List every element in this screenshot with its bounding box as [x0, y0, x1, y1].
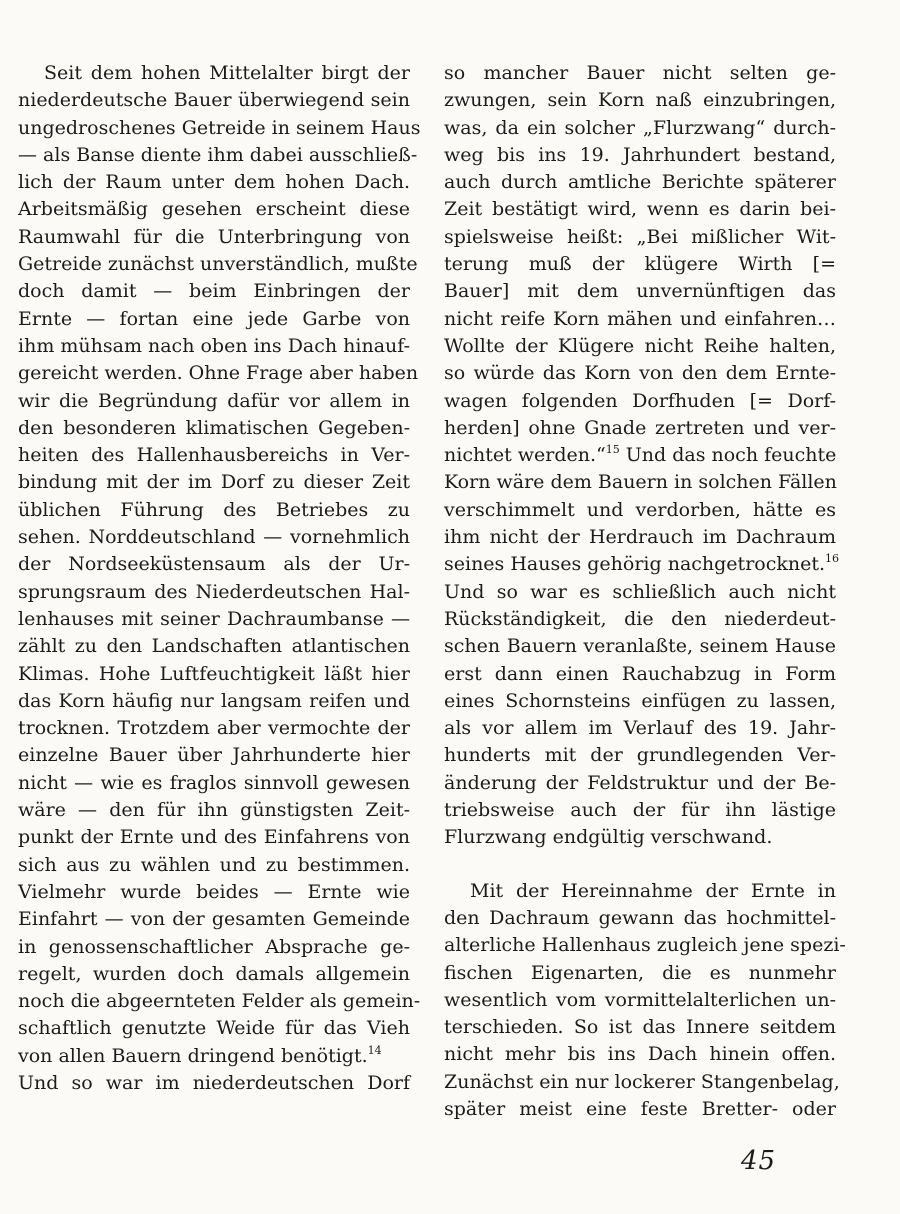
text-line: bindung mit der im Dorf zu dieser Zeit: [18, 471, 410, 494]
text-line: nicht reife Korn mähen und einfahren…: [444, 307, 836, 330]
text-line: [444, 551, 840, 578]
line-text: nichtet werden.“: [444, 444, 606, 467]
text-line: den besonderen klimatischen Gegeben-: [18, 416, 410, 439]
text-line: Mit der Hereinnahme der Ernte in: [470, 879, 836, 902]
line-text: seines Hauses gehörig nachgetrocknet.: [444, 553, 826, 576]
text-line: gereicht werden. Ohne Frage aber haben: [18, 362, 419, 385]
text-line: spielsweise heißt: „Bei mißlicher Wit-: [444, 225, 836, 248]
text-line: Rückständigkeit, die den niederdeut-: [444, 607, 836, 630]
text-line: terschieden. So ist das Innere seitdem: [444, 1016, 836, 1039]
text-line: doch damit — beim Einbringen der: [18, 280, 410, 303]
text-line: wesentlich vom vormittelalterlichen un-: [444, 988, 836, 1011]
text-line: Ernte — fortan eine jede Garbe von: [18, 307, 410, 330]
text-line: eines Schornsteins einfügen zu lassen,: [444, 689, 836, 712]
text-line: so mancher Bauer nicht selten ge-: [444, 62, 836, 84]
text-line: zählt zu den Landschaften atlantischen: [18, 635, 410, 658]
text-line: Klimas. Hohe Luftfeuchtigkeit läßt hier: [18, 662, 410, 685]
text-line: auch durch amtliche Berichte späterer: [444, 171, 836, 194]
text-line: was, da ein solcher „Flurzwang“ durch-: [444, 116, 836, 139]
text-line: so würde das Korn von den dem Ernte-: [444, 362, 836, 385]
text-line: ihm nicht der Herdrauch im Dachraum: [444, 526, 836, 549]
text-line: terung muß der klügere Wirth [=: [444, 253, 836, 276]
text-line: später meist eine feste Bretter- oder: [444, 1097, 836, 1120]
text-line: Flurzwang endgültig verschwand.: [444, 826, 773, 849]
page-number: 45: [741, 1146, 777, 1176]
text-line: herden] ohne Gnade zertreten und ver-: [444, 416, 836, 439]
left-column: [18, 60, 421, 1097]
line-text: von allen Bauern dringend benötigt.: [18, 1044, 368, 1067]
text-line: wir die Begründung dafür vor allem in: [18, 389, 410, 412]
text-line: sich aus zu wählen und zu bestimmen.: [18, 853, 410, 876]
text-line: als vor allem im Verlauf des 19. Jahr-: [444, 717, 836, 740]
text-line: ungedroschenes Getreide in seinem Haus: [18, 116, 421, 139]
text-line: Arbeitsmäßig gesehen erscheint diese: [18, 198, 410, 221]
text-line: heiten des Hallenhausbereichs in Ver-: [18, 444, 410, 467]
footnote-ref: 16: [825, 552, 840, 566]
text-line: ihm mühsam nach oben ins Dach hinauf-: [18, 334, 411, 357]
text-line: noch die abgeernteten Felder als gemein-: [18, 990, 421, 1013]
text-line: Zeit bestätigt wird, wenn es darin bei-: [444, 198, 836, 221]
text-line: der Nordseeküstensaum als der Ur-: [18, 553, 410, 576]
text-line: Vielmehr wurde beides — Ernte wie: [18, 880, 410, 903]
text-line: nicht — wie es fraglos sinnvoll gewesen: [18, 771, 410, 794]
right-column: [444, 60, 846, 1123]
footnote-ref: 15: [605, 443, 620, 457]
text-line: Einfahrt — von der gesamten Gemeinde: [18, 908, 410, 931]
text-line: wagen folgenden Dorfhuden [= Dorf-: [444, 389, 836, 412]
text-line: [18, 1043, 410, 1070]
text-line: erst dann einen Rauchabzug in Form: [444, 662, 836, 685]
text-line: fischen Eigenarten, die es nunmehr: [444, 961, 836, 984]
text-line: Seit dem hohen Mittelalter birgt der: [44, 62, 410, 84]
text-line: nicht mehr bis ins Dach hinein offen.: [444, 1043, 836, 1066]
text-line: den Dachraum gewann das hochmittel-: [444, 906, 836, 929]
text-line: niederdeutsche Bauer überwiegend sein: [18, 89, 410, 112]
text-line: Wollte der Klügere nicht Reihe halten,: [444, 334, 836, 357]
text-line: trocknen. Trotzdem aber vermochte der: [18, 717, 410, 740]
paragraph-gap: [444, 852, 836, 878]
text-line: das Korn häufig nur langsam reifen und: [18, 689, 410, 712]
text-line: — als Banse diente ihm dabei ausschließ-: [18, 143, 418, 166]
text-line: einzelne Bauer über Jahrhunderte hier: [18, 744, 410, 767]
text-line: wäre — den für ihn günstigsten Zeit-: [18, 799, 410, 822]
text-line: Bauer] mit dem unvernünftigen das: [444, 280, 836, 303]
text-line: schaftlich genutzte Weide für das Vieh: [18, 1017, 410, 1040]
text-line: Korn wäre dem Bauern in solchen Fällen: [444, 471, 837, 494]
text-line: weg bis ins 19. Jahrhundert bestand,: [444, 143, 836, 166]
text-line: alterliche Hallenhaus zugleich jene spezi-: [444, 934, 846, 957]
footnote-ref: 14: [367, 1043, 382, 1057]
text-line: änderung der Feldstruktur und der Be-: [444, 771, 836, 794]
text-line: zwungen, sein Korn naß einzubringen,: [444, 89, 836, 112]
text-line: in genossenschaftlicher Absprache ge-: [18, 935, 410, 958]
text-line: Raumwahl für die Unterbringung von: [18, 225, 410, 248]
text-line: schen Bauern veranlaßte, seinem Hause: [444, 635, 836, 658]
text-line: lich der Raum unter dem hohen Dach.: [18, 171, 410, 194]
text-line: lenhauses mit seiner Dachraumbanse —: [18, 607, 410, 630]
text-line: Getreide zunächst unverständlich, mußte: [18, 253, 418, 276]
text-line: verschimmelt und verdorben, hätte es: [444, 498, 836, 521]
text-line: sprungsraum des Niederdeutschen Hal-: [18, 580, 410, 603]
text-line: regelt, wurden doch damals allgemein: [18, 962, 410, 985]
line-text: Und das noch feuchte: [619, 444, 837, 467]
text-line: [444, 442, 836, 469]
text-line: Und so war im niederdeutschen Dorf: [18, 1071, 410, 1094]
text-line: Zunächst ein nur lockerer Stangenbelag,: [444, 1070, 840, 1093]
text-line: üblichen Führung des Betriebes zu: [18, 498, 410, 521]
text-line: Und so war es schließlich auch nicht: [444, 580, 836, 603]
text-line: sehen. Norddeutschland — vornehmlich: [18, 526, 410, 549]
text-line: hunderts mit der grundlegenden Ver-: [444, 744, 836, 767]
text-line: punkt der Ernte und des Einfahrens von: [18, 826, 410, 849]
text-line: triebsweise auch der für ihn lästige: [444, 799, 836, 822]
